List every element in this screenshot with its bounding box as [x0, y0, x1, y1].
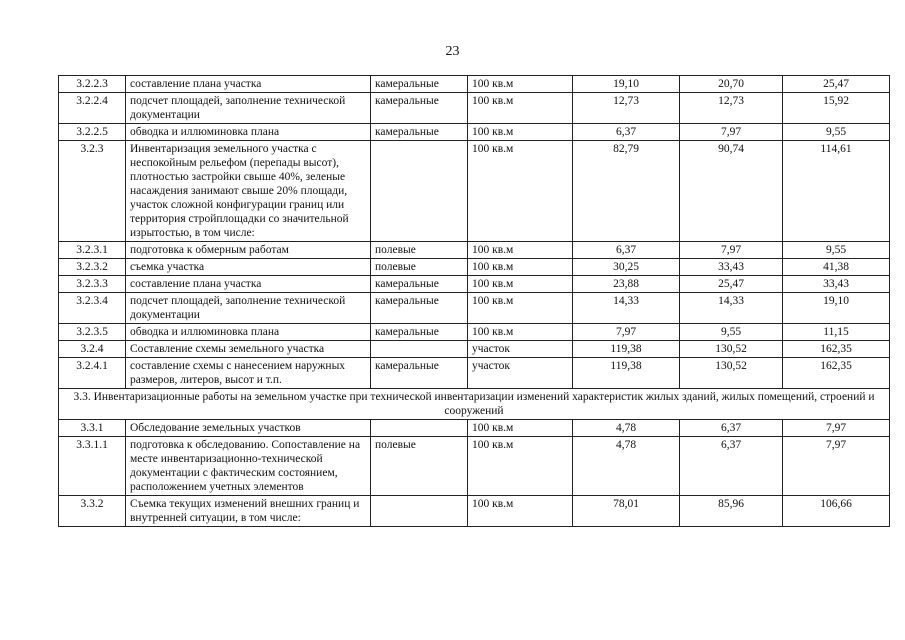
row-value-2: 7,97 [680, 124, 783, 141]
row-value-3: 162,35 [783, 358, 890, 389]
row-work-type: камеральные [371, 324, 468, 341]
section-heading: 3.3. Инвентаризационные работы на земельном участке при технической инвентаризации изменений характеристик жилых зданий, жилых помещений, строений и сооружений [59, 389, 890, 420]
row-unit: 100 кв.м [468, 124, 573, 141]
row-work-type: полевые [371, 259, 468, 276]
table-row [59, 437, 890, 496]
row-work-type [371, 496, 468, 527]
row-value-3: 19,10 [783, 293, 890, 324]
row-value-2: 90,74 [680, 141, 783, 242]
row-code: 3.2.2.5 [59, 124, 126, 141]
row-name: Инвентаризация земельного участка с неспокойным рельефом (перепады высот), плотностью застройки свыше 40%, зеленые насаждения занимают свыше 20% площади, участок сложной конфигурации границ или территория стройплощадки со значительной изрытостью, в том числе: [126, 141, 371, 242]
row-value-2: 12,73 [680, 93, 783, 124]
table-row [59, 358, 890, 389]
row-value-2: 6,37 [680, 437, 783, 496]
row-work-type: камеральные [371, 276, 468, 293]
row-value-2: 7,97 [680, 242, 783, 259]
row-name: съемка участка [126, 259, 371, 276]
row-name: обводка и иллюминовка плана [126, 324, 371, 341]
row-value-3: 11,15 [783, 324, 890, 341]
row-value-2: 33,43 [680, 259, 783, 276]
row-value-2: 14,33 [680, 293, 783, 324]
table-row [59, 324, 890, 341]
row-name: подготовка к обследованию. Сопоставление на месте инвентаризационно-технической документации с фактическим состоянием, расположением учетных элементов [126, 437, 371, 496]
row-name: подготовка к обмерным работам [126, 242, 371, 259]
row-code: 3.2.4.1 [59, 358, 126, 389]
row-value-2: 9,55 [680, 324, 783, 341]
row-code: 3.2.2.3 [59, 76, 126, 93]
row-value-1: 30,25 [573, 259, 680, 276]
table-row [59, 341, 890, 358]
table-row [59, 496, 890, 527]
row-unit: 100 кв.м [468, 93, 573, 124]
row-code: 3.2.3 [59, 141, 126, 242]
row-work-type: камеральные [371, 76, 468, 93]
row-value-1: 78,01 [573, 496, 680, 527]
row-work-type: полевые [371, 437, 468, 496]
row-value-1: 23,88 [573, 276, 680, 293]
row-value-2: 20,70 [680, 76, 783, 93]
row-code: 3.2.3.3 [59, 276, 126, 293]
row-unit: 100 кв.м [468, 259, 573, 276]
row-work-type: камеральные [371, 358, 468, 389]
row-code: 3.2.3.4 [59, 293, 126, 324]
row-work-type: камеральные [371, 124, 468, 141]
row-name: составление схемы с нанесением наружных размеров, литеров, высот и т.п. [126, 358, 371, 389]
row-value-2: 130,52 [680, 358, 783, 389]
row-code: 3.3.1.1 [59, 437, 126, 496]
row-value-3: 33,43 [783, 276, 890, 293]
row-unit: 100 кв.м [468, 496, 573, 527]
row-work-type: полевые [371, 242, 468, 259]
row-name: Съемка текущих изменений внешних границ и внутренней ситуации, в том числе: [126, 496, 371, 527]
page-number: 23 [445, 44, 460, 59]
row-value-1: 82,79 [573, 141, 680, 242]
row-unit: 100 кв.м [468, 276, 573, 293]
row-value-2: 25,47 [680, 276, 783, 293]
row-value-3: 41,38 [783, 259, 890, 276]
row-code: 3.2.2.4 [59, 93, 126, 124]
row-value-2: 85,96 [680, 496, 783, 527]
row-name: составление плана участка [126, 76, 371, 93]
row-value-3: 15,92 [783, 93, 890, 124]
table-row [59, 259, 890, 276]
row-unit: участок [468, 358, 573, 389]
row-work-type: камеральные [371, 93, 468, 124]
row-code: 3.3.2 [59, 496, 126, 527]
row-value-1: 4,78 [573, 437, 680, 496]
row-work-type: камеральные [371, 293, 468, 324]
table-row [59, 276, 890, 293]
row-value-3: 106,66 [783, 496, 890, 527]
row-value-1: 119,38 [573, 358, 680, 389]
row-value-3: 162,35 [783, 341, 890, 358]
row-unit: 100 кв.м [468, 242, 573, 259]
table-row [59, 76, 890, 93]
row-code: 3.2.3.1 [59, 242, 126, 259]
row-code: 3.2.3.5 [59, 324, 126, 341]
row-work-type [371, 420, 468, 437]
row-code: 3.2.3.2 [59, 259, 126, 276]
table-row [59, 141, 890, 242]
row-unit: 100 кв.м [468, 76, 573, 93]
row-value-2: 6,37 [680, 420, 783, 437]
row-code: 3.3.1 [59, 420, 126, 437]
section-row [59, 389, 890, 420]
row-value-3: 9,55 [783, 124, 890, 141]
row-value-3: 114,61 [783, 141, 890, 242]
row-name: подсчет площадей, заполнение технической документации [126, 93, 371, 124]
row-name: обводка и иллюминовка плана [126, 124, 371, 141]
table-row [59, 242, 890, 259]
table-row [59, 124, 890, 141]
row-code: 3.2.4 [59, 341, 126, 358]
row-unit: 100 кв.м [468, 420, 573, 437]
row-work-type [371, 141, 468, 242]
row-value-1: 119,38 [573, 341, 680, 358]
row-value-2: 130,52 [680, 341, 783, 358]
row-unit: 100 кв.м [468, 324, 573, 341]
price-table [58, 75, 890, 527]
row-name: составление плана участка [126, 276, 371, 293]
row-value-1: 7,97 [573, 324, 680, 341]
row-value-1: 12,73 [573, 93, 680, 124]
table-row [59, 420, 890, 437]
row-unit: 100 кв.м [468, 293, 573, 324]
row-unit: 100 кв.м [468, 141, 573, 242]
row-value-1: 6,37 [573, 242, 680, 259]
row-value-1: 19,10 [573, 76, 680, 93]
row-name: Составление схемы земельного участка [126, 341, 371, 358]
row-value-1: 14,33 [573, 293, 680, 324]
row-unit: 100 кв.м [468, 437, 573, 496]
row-value-3: 7,97 [783, 437, 890, 496]
row-value-3: 7,97 [783, 420, 890, 437]
row-value-1: 4,78 [573, 420, 680, 437]
row-value-1: 6,37 [573, 124, 680, 141]
row-name: подсчет площадей, заполнение технической документации [126, 293, 371, 324]
table-row [59, 93, 890, 124]
table-row [59, 293, 890, 324]
row-value-3: 9,55 [783, 242, 890, 259]
row-value-3: 25,47 [783, 76, 890, 93]
row-name: Обследование земельных участков [126, 420, 371, 437]
row-unit: участок [468, 341, 573, 358]
row-work-type [371, 341, 468, 358]
